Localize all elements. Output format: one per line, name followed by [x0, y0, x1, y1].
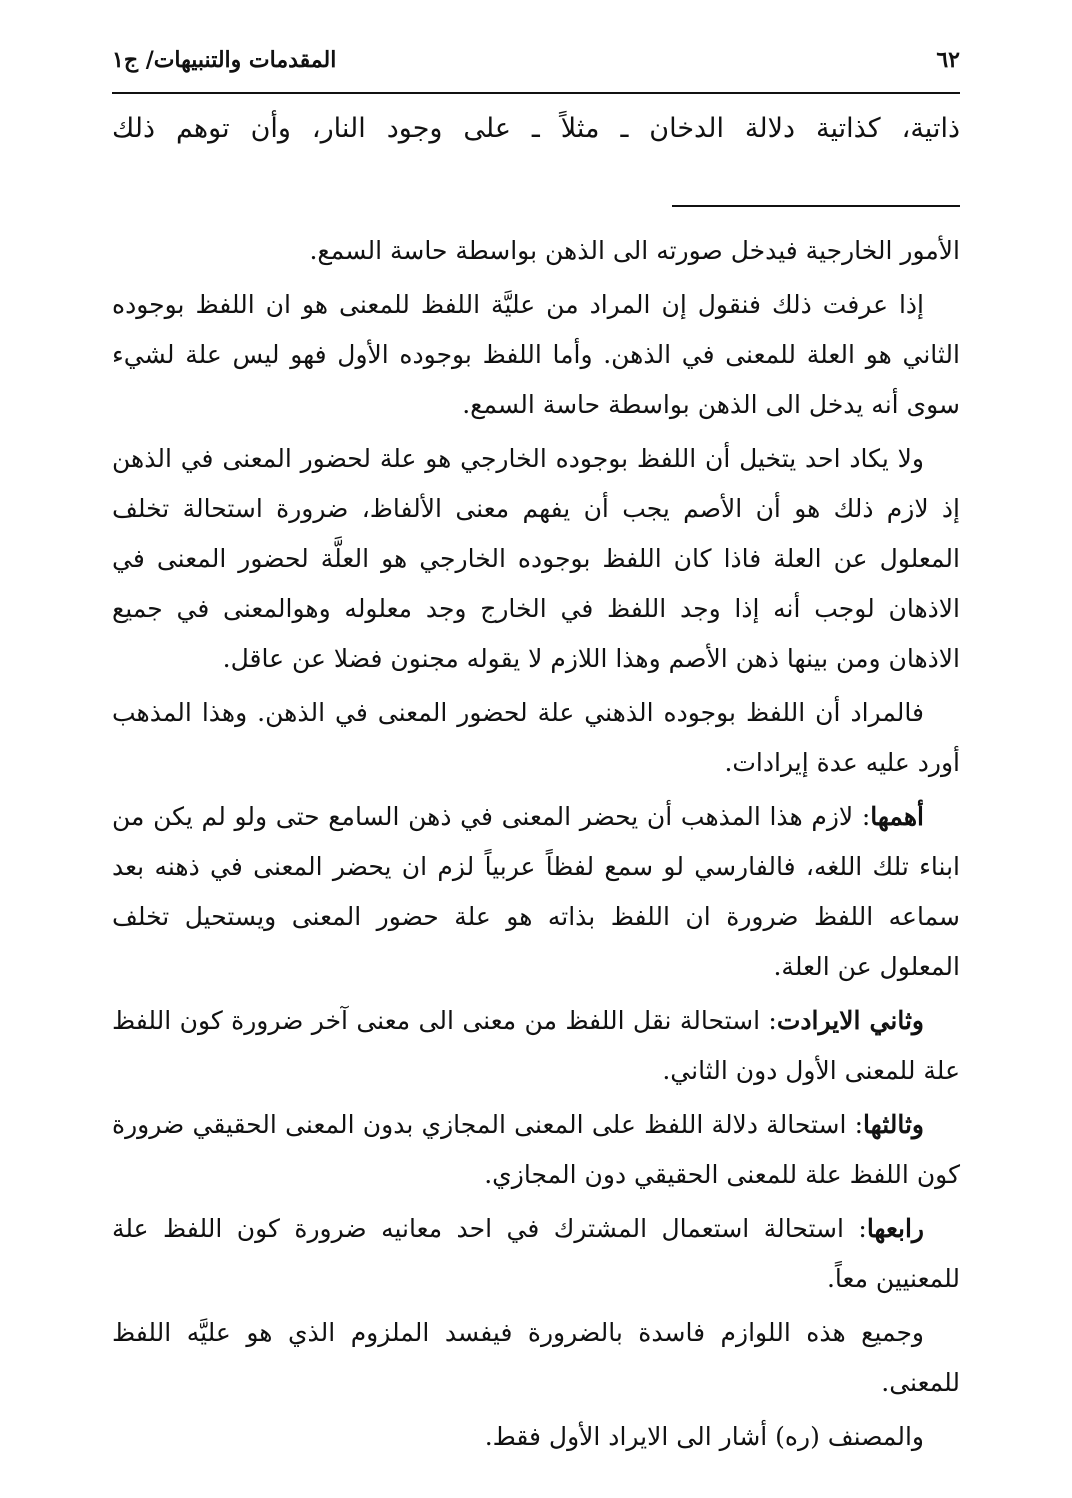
footnote-separator	[672, 205, 960, 207]
paragraph-body: : استحالة نقل اللفظ من معنى الى معنى آخر ضرورة كون اللفظ علة للمعنى الأول دون الثاني.	[112, 1006, 960, 1085]
footnote-paragraph-2: إذا عرفت ذلك فنقول إن المراد من عليَّة اللفظ للمعنى هو ان اللفظ بوجوده الثاني هو العلة للمعنى في الذهن. وأما اللفظ بوجوده الأول فهو ليس علة لشيء سوى أنه يدخل الى الذهن بواسطة حاسة السمع.	[112, 290, 960, 419]
footnote-paragraph-1: الأمور الخارجية فيدخل صورته الى الذهن بواسطة حاسة السمع.	[309, 236, 960, 265]
footnote-paragraph-6	[112, 996, 960, 1096]
paragraph-lead-word: وثاني الايرادت	[776, 1006, 924, 1035]
paragraph-lead-word: رابعها	[866, 1214, 924, 1243]
footnote-paragraph-8	[112, 1204, 960, 1304]
page-number: ٦٢	[936, 47, 960, 73]
footnote-paragraph-4: فالمراد أن اللفظ بوجوده الذهني علة لحضور المعنى في الذهن. وهذا المذهب أورد عليه عدة إيرادات.	[112, 698, 960, 777]
header-rule	[112, 92, 960, 94]
running-title: المقدمات والتنبيهات/ ج١	[112, 47, 337, 73]
paragraph-lead-word: وثالثها	[863, 1110, 924, 1139]
footnote-paragraph-9: وجميع هذه اللوازم فاسدة بالضرورة فيفسد الملزوم الذي هو عليَّه اللفظ للمعنى.	[112, 1318, 960, 1397]
paragraph-body: : لازم هذا المذهب أن يحضر المعنى في ذهن السامع حتى ولو لم يكن من ابناء تلك اللغه، فالفارسي لو سمع لفظاً عربياً لزم ان يحضر المعنى في ذهنه بعد سماعه اللفظ ضرورة ان اللفظ بذاته هو علة حضور المعنى ويستحيل تخلف المعلول عن العلة.	[112, 802, 960, 981]
paragraph-lead-word: أهمها	[870, 802, 924, 831]
paragraph-body: : استحالة دلالة اللفظ على المعنى المجازي بدون المعنى الحقيقي ضرورة كون اللفظ علة للمعنى الحقيقي دون المجازي.	[112, 1110, 960, 1189]
page-header	[112, 38, 960, 82]
paragraph-body: : استحالة استعمال المشترك في احد معانيه ضرورة كون اللفظ علة للمعنيين معاً.	[112, 1214, 960, 1293]
footnote-paragraph-7	[112, 1100, 960, 1200]
footnote-block	[112, 226, 960, 1462]
main-text-line: ذاتية، كذاتية دلالة الدخان ـ مثلاً ـ على وجود النار، وأن توهم ذلك	[112, 113, 960, 144]
footnote-paragraph-5	[112, 792, 960, 992]
footnote-paragraph-10: والمصنف (ره) أشار الى الايراد الأول فقط.	[484, 1422, 924, 1451]
footnote-paragraph-3: ولا يكاد احد يتخيل أن اللفظ بوجوده الخارجي هو علة لحضور المعنى في الذهن إذ لازم ذلك هو أن الأصم يجب أن يفهم معنى الألفاظ، ضرورة استحالة تخلف المعلول عن العلة فاذا كان اللفظ بوجوده الخارجي هو العلَّة لحضور المعنى في الاذهان لوجب أنه إذا وجد اللفظ في الخارج وجد معلوله وهوالمعنى في جميع الاذهان ومن بينها ذهن الأصم وهذا اللازم لا يقوله مجنون فضلا عن عاقل.	[112, 444, 960, 673]
